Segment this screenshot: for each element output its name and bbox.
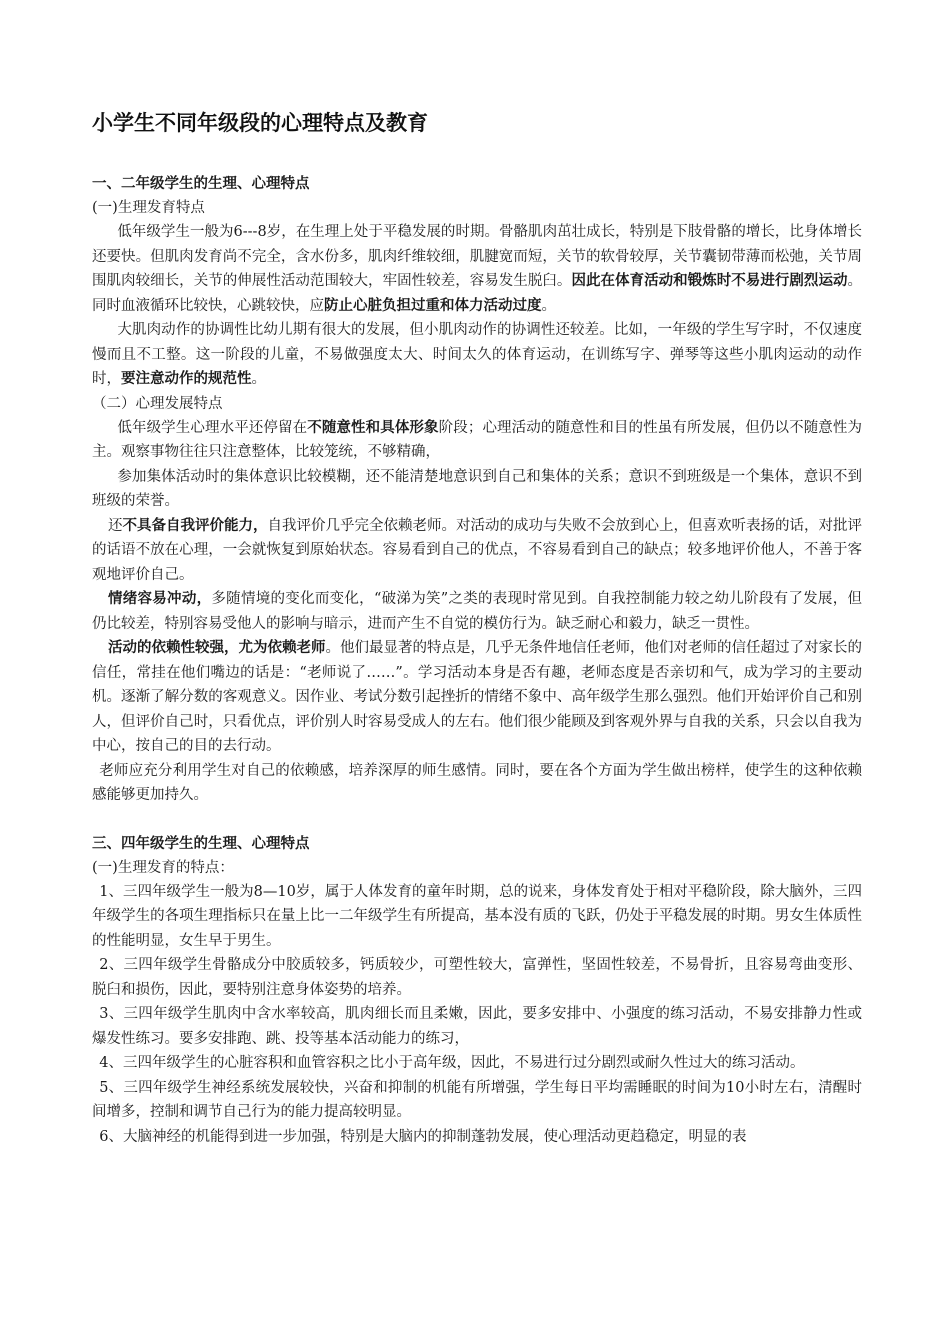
document-title: 小学生不同年级段的心理特点及教育 xyxy=(92,111,428,135)
text-run: 还 xyxy=(107,517,123,534)
emphasis-text: 防止心脏负担过重和体力活动过度 xyxy=(324,296,542,314)
text-run: 低年级学生心理水平还停留在 xyxy=(117,419,308,436)
text-run: 阶段；心理活动的随意性和目的性虽有所发展，但仍以不随意性为主。观察事物往往只注意整体，比较笼统，不够精确， xyxy=(92,419,863,460)
text-run: 大肌肉动作的协调性比幼儿期有很大的发展，但小肌肉动作的协调性还较差。比如，一年级的学生写字时，不仅速度慢而且不工整。这一阶段的儿童，不易做强度太大、时间太久的体育运动，在训练写字、弹琴等这些小肌肉运动的动作时， xyxy=(92,322,862,387)
text-run: 自我评价几乎完全依赖老师。对活动的成功与失败不会放到心上，但喜欢听表扬的话，对批评的话语不放在心理，一会就恢复到原始状态。容易看到自己的优点，不容易看到自己的缺点；较多地评价他人，不善于客观地评价自己。 xyxy=(92,517,863,583)
list-item: 4、三四年级学生的心脏容积和血管容积之比小于高年级，因此，不易进行过分剧烈或耐久性过大的练习活动。 xyxy=(99,1055,805,1071)
paragraph-physical-2 xyxy=(92,318,862,392)
paragraph-psych-4 xyxy=(92,587,862,636)
section-heading-grade-1-2: 一、二年级学生的生理、心理特点 xyxy=(92,176,310,192)
list-item: 5、三四年级学生神经系统发展较快，兴奋和抑制的机能有所增强，学生每日平均需睡眠的时间为10小时左右，清醒时间增多，控制和调节自己行为的能力提高较明显。 xyxy=(92,1079,862,1120)
list-item: 2、三四年级学生骨骼成分中胶质较多，钙质较少，可塑性较大，富弹性，坚固性较差，不易骨折，且容易弯曲变形、脱臼和损伤，因此，要特别注意身体姿势的培养。 xyxy=(92,957,862,998)
text-run: 多随情境的变化而变化，“破涕为笑”之类的表现时常见到。自我控制能力较之幼儿阶段有了发展，但仍比较差，特别容易受他人的影响与暗示，进而产生不自觉的模仿行为。缺乏耐心和毅力，缺乏一贯性。 xyxy=(92,591,862,632)
emphasis-text: 因此在体育活动和锻炼时不易进行剧烈运动 xyxy=(571,272,848,289)
text-run: 低年级学生一般为6---8岁，在生理上处于平稳发展的时期。骨骼肌肉茁壮成长，特别是下肢骨骼的增长，比身体增长还要快。但肌肉发育尚不完全，含水份多，肌肉纤维较细，肌腱宽而短，关节的软骨较厚，关节囊韧带薄而松弛，关节周围肌肉较细长，关节的伸展性活动范围较大，牢固性较差，容易发生脱臼。 xyxy=(92,224,862,289)
paragraph-psych-1 xyxy=(92,416,862,465)
emphasis-text: 不具备自我评价能力， xyxy=(122,516,268,534)
paragraph-psych-3 xyxy=(92,514,862,588)
text-run: 。 xyxy=(541,297,556,314)
document-page xyxy=(92,108,862,1149)
list-item: 1、三四年级学生一般为8—10岁，属于人体发育的童年时期，总的说来，身体发育处于相对平稳阶段，除大脑外，三四年级学生的各项生理指标只在量上比一二年级学生有所提高，基本没有质的飞跃，仍处于平稳发展的时期。男女生体质性的性能明显，女生早于男生。 xyxy=(92,883,862,949)
section-heading-grade-3-4: 三、四年级学生的生理、心理特点 xyxy=(92,835,310,852)
text-run: 。 xyxy=(251,371,266,387)
subheading-psychological: （二）心理发展特点 xyxy=(92,395,223,412)
emphasis-text: 不随意性和具体形象 xyxy=(307,418,439,436)
emphasis-text: 活动的依赖性较强，尤为依赖老师 xyxy=(107,639,326,656)
subheading-physical: (一)生理发育特点 xyxy=(92,200,205,216)
paragraph-physical-1 xyxy=(92,220,862,318)
text-run: 。同时血液循环比较快，心跳较快，应 xyxy=(92,273,862,314)
list-item: 3、三四年级学生肌肉中含水率较高，肌肉细长而且柔嫩，因此，要多安排中、小强度的练习活动，不易安排静力性或爆发性练习。要多安排跑、跳、投等基本活动能力的练习， xyxy=(92,1006,862,1047)
paragraph-psych-2: 参加集体活动时的集体意识比较模糊，还不能清楚地意识到自己和集体的关系；意识不到班级是一个集体，意识不到班级的荣誉。 xyxy=(92,468,862,509)
section-gap xyxy=(92,808,862,832)
paragraph-psych-5 xyxy=(92,636,862,759)
text-run: 。他们最显著的特点是，几乎无条件地信任老师，他们对老师的信任超过了对家长的信任，常挂在他们嘴边的话是：“老师说了……”。学习活动本身是否有趣，老师态度是否亲切和气，成为学习的主要动机。逐渐了解分数的客观意义。因作业、考试分数引起挫折的情绪不象中、高年级学生那么强烈。他们开始评价自己和别人，但评价自己时，只看优点，评价别人时容易受成人的左右。他们很少能顾及到客观外界与自我的关系，只会以自我为中心，按自己的目的去行动。 xyxy=(92,640,863,754)
emphasis-text: 要注意动作的规范性 xyxy=(121,370,252,387)
subheading-physical-3-4: (一)生理发育的特点： xyxy=(92,859,234,876)
emphasis-text: 情绪容易冲动， xyxy=(107,590,212,607)
list-item: 6、大脑神经的机能得到进一步加强，特别是大脑内的抑制蓬勃发展，使心理活动更趋稳定，明显的表 xyxy=(99,1128,747,1145)
paragraph-psych-6: 老师应充分利用学生对自己的依赖感，培养深厚的师生感情。同时，要在各个方面为学生做出榜样，使学生的这种依赖感能够更加持久。 xyxy=(92,762,862,803)
